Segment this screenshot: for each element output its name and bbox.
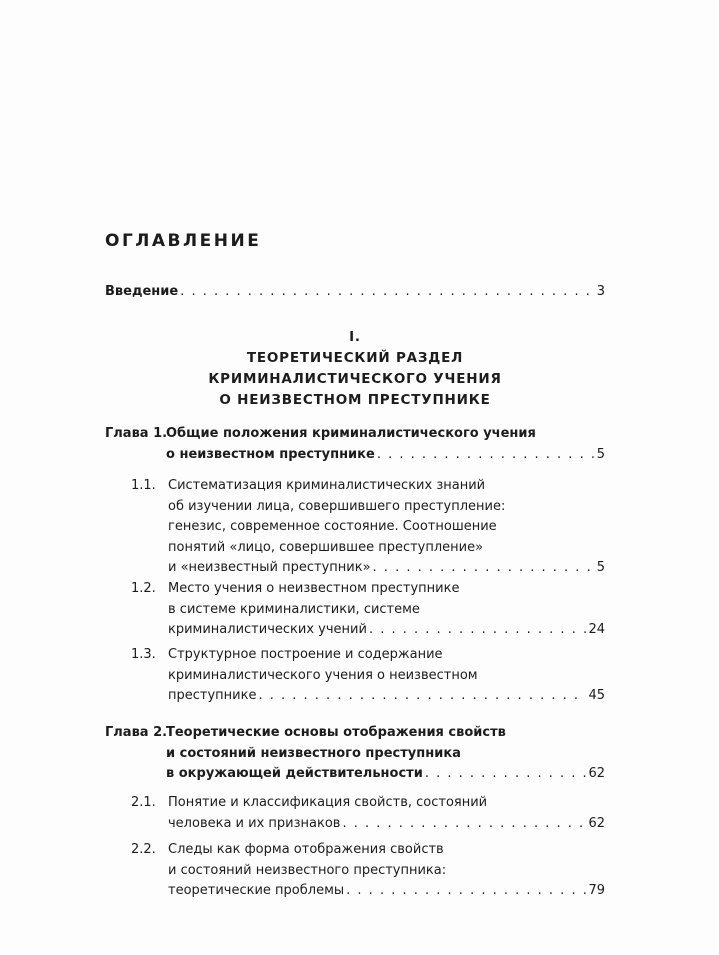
section-title-line: КРИМИНАЛИСТИЧЕСКОГО УЧЕНИЯ bbox=[208, 371, 502, 387]
dot-leader bbox=[373, 558, 595, 579]
toc-entry-line: криминалистических учений bbox=[168, 622, 367, 637]
toc-entry-line: понятий «лицо, совершившее преступление» bbox=[168, 539, 484, 555]
dot-leader bbox=[258, 686, 586, 707]
dot-leader bbox=[377, 445, 595, 466]
dot-leader bbox=[346, 881, 586, 902]
toc-entry-line: о неизвестном преступнике bbox=[166, 446, 375, 462]
toc-entry-intro[interactable] bbox=[105, 284, 605, 299]
toc-page-number: 62 bbox=[588, 815, 605, 831]
toc-entry-label: Введение bbox=[105, 284, 179, 299]
toc-entry-line: и состояний неизвестного преступника: bbox=[168, 862, 447, 878]
toc-entry-1-3[interactable] bbox=[105, 645, 605, 707]
toc-page-number: 3 bbox=[596, 284, 605, 299]
section-number: I. bbox=[349, 329, 361, 345]
toc-page-number: 62 bbox=[588, 766, 605, 781]
toc-page-number: 5 bbox=[596, 560, 605, 575]
toc-page-number: 24 bbox=[588, 622, 605, 637]
dot-leader bbox=[342, 814, 586, 835]
toc-entry-2-1[interactable] bbox=[105, 793, 605, 834]
toc-entry-line: человека и их признаков bbox=[168, 815, 341, 831]
toc-entry-chapter-2[interactable] bbox=[105, 723, 605, 785]
toc-entry-line: генезис, современное состояние. Соотношение bbox=[168, 519, 497, 534]
toc-entry-number: 1.2. bbox=[131, 581, 156, 596]
dot-leader bbox=[369, 620, 587, 641]
toc-entry-1-2[interactable] bbox=[105, 579, 605, 641]
toc-entry-line: преступнике bbox=[168, 688, 257, 703]
toc-entry-number: Глава 1. bbox=[105, 426, 168, 441]
toc-entry-number: 2.1. bbox=[131, 795, 156, 810]
toc-title: ОГЛАВЛЕНИЕ bbox=[105, 231, 262, 251]
dot-leader bbox=[425, 764, 587, 785]
toc-entry-number: 1.1. bbox=[131, 478, 156, 493]
toc-entry-line: Систематизация криминалистических знаний bbox=[168, 478, 486, 493]
dot-leader bbox=[180, 284, 595, 299]
toc-entry-line: об изучении лица, совершившего преступление: bbox=[168, 498, 506, 514]
toc-entry-line: и «неизвестный преступник» bbox=[168, 560, 371, 575]
toc-entry-1-1[interactable] bbox=[105, 476, 605, 579]
toc-entry-chapter-1[interactable] bbox=[105, 424, 605, 465]
toc-entry-line: Структурное построение и содержание bbox=[168, 647, 443, 662]
toc-entry-line: теоретические проблемы bbox=[168, 883, 345, 898]
toc-entry-line: Общие положения криминалистического учения bbox=[166, 426, 536, 441]
toc-entry-number: 2.2. bbox=[131, 842, 156, 857]
toc-entry-line: в окружающей действительности bbox=[166, 766, 423, 781]
toc-entry-line: в системе криминалистики, системе bbox=[168, 601, 420, 617]
toc-entry-line: и состояний неизвестного преступника bbox=[166, 745, 461, 761]
section-title-line: О НЕИЗВЕСТНОМ ПРЕСТУПНИКЕ bbox=[219, 392, 491, 408]
toc-entry-line: Понятие и классификация свойств, состояний bbox=[168, 795, 488, 810]
toc-entry-number: Глава 2. bbox=[105, 725, 168, 740]
toc-entry-2-2[interactable] bbox=[105, 840, 605, 902]
toc-entry-line: Следы как форма отображения свойств bbox=[168, 842, 444, 857]
toc-entry-line: Место учения о неизвестном преступнике bbox=[168, 581, 460, 596]
toc-page-number: 79 bbox=[588, 883, 605, 898]
toc-entry-line: криминалистического учения о неизвестном bbox=[168, 667, 478, 683]
section-heading bbox=[105, 327, 605, 411]
toc-page-number: 45 bbox=[588, 688, 605, 703]
toc-entry-line: Теоретические основы отображения свойств bbox=[166, 725, 506, 740]
section-title-line: ТЕОРЕТИЧЕСКИЙ РАЗДЕЛ bbox=[246, 350, 464, 366]
toc-entry-number: 1.3. bbox=[131, 647, 156, 662]
toc-page-number: 5 bbox=[596, 446, 605, 462]
